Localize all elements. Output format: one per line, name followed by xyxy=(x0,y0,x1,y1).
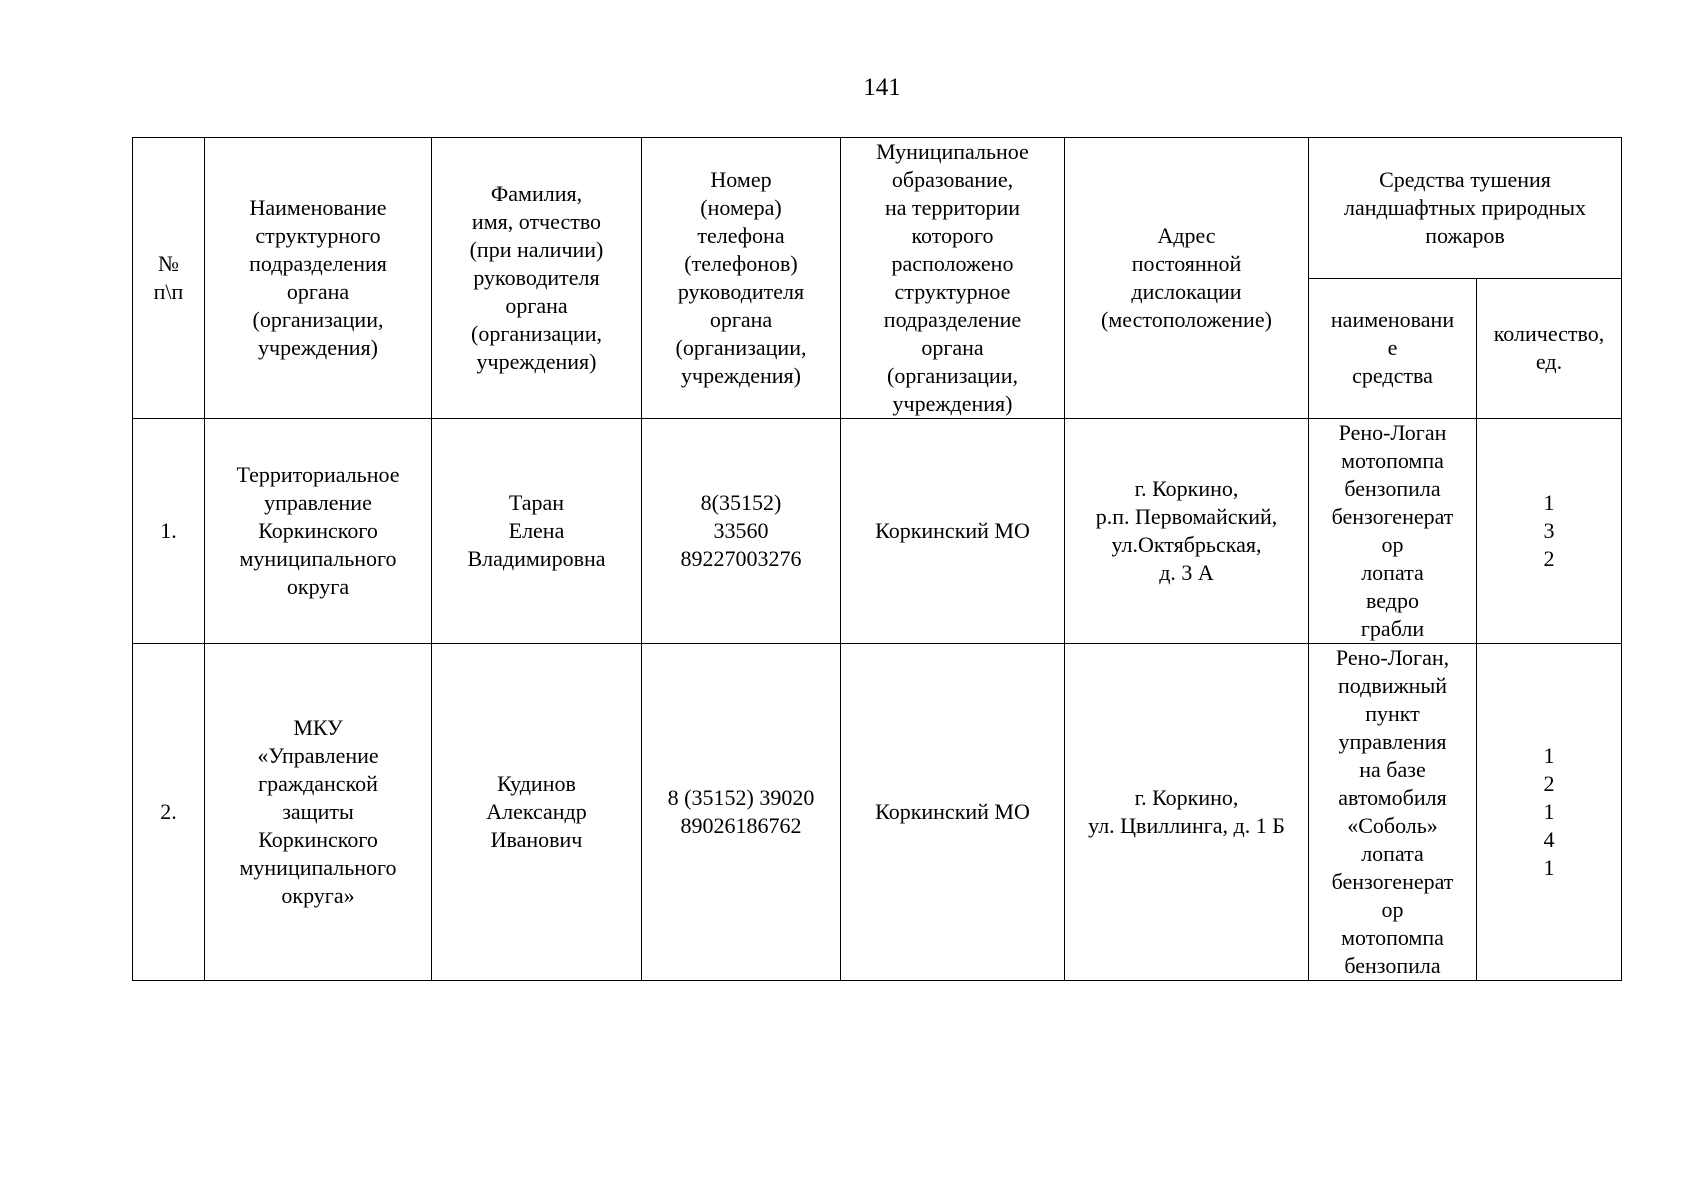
header-means-quantity: количество, ед. xyxy=(1477,278,1622,419)
row-means-quantity: 1 2 1 4 1 xyxy=(1477,644,1622,981)
header-unit-name: Наименование структурного подразделения органа (организации, учреждения) xyxy=(205,138,432,419)
header-number: № п\п xyxy=(133,138,205,419)
row-means-quantity: 1 3 2 xyxy=(1477,419,1622,644)
row-address: г. Коркино, ул. Цвиллинга, д. 1 Б xyxy=(1065,644,1309,981)
row-municipality: Коркинский МО xyxy=(841,644,1065,981)
row-phone: 8 (35152) 39020 89026186762 xyxy=(642,644,841,981)
row-unit-name: Территориальное управление Коркинского муниципального округа xyxy=(205,419,432,644)
row-phone: 8(35152) 33560 89227003276 xyxy=(642,419,841,644)
row-means-name: Рено-Логан, подвижный пункт управления на базе автомобиля «Соболь» лопата бензогенерат ор мотопомпа бензопила xyxy=(1309,644,1477,981)
header-municipality: Муниципальное образование, на территории которого расположено структурное подразделение органа (организации, учреждения) xyxy=(841,138,1065,419)
fire-means-table xyxy=(132,137,1622,981)
row-means-name: Рено-Логан мотопомпа бензопила бензогенерат ор лопата ведро грабли xyxy=(1309,419,1477,644)
row-head-name: Кудинов Александр Иванович xyxy=(432,644,642,981)
table-row xyxy=(133,644,1622,981)
table-row xyxy=(133,419,1622,644)
header-row-top xyxy=(133,138,1622,279)
header-means-name: наименовани е средства xyxy=(1309,278,1477,419)
header-phone: Номер (номера) телефона (телефонов) руководителя органа (организации, учреждения) xyxy=(642,138,841,419)
header-address: Адрес постоянной дислокации (местоположение) xyxy=(1065,138,1309,419)
page-number: 141 xyxy=(863,74,901,101)
row-unit-name: МКУ «Управление гражданской защиты Коркинского муниципального округа» xyxy=(205,644,432,981)
row-number: 1. xyxy=(133,419,205,644)
row-head-name: Таран Елена Владимировна xyxy=(432,419,642,644)
row-number: 2. xyxy=(133,644,205,981)
row-municipality: Коркинский МО xyxy=(841,419,1065,644)
row-address: г. Коркино, р.п. Первомайский, ул.Октябрьская, д. 3 А xyxy=(1065,419,1309,644)
header-head-name: Фамилия, имя, отчество (при наличии) руководителя органа (организации, учреждения) xyxy=(432,138,642,419)
header-means-group: Средства тушения ландшафтных природных пожаров xyxy=(1309,138,1622,279)
